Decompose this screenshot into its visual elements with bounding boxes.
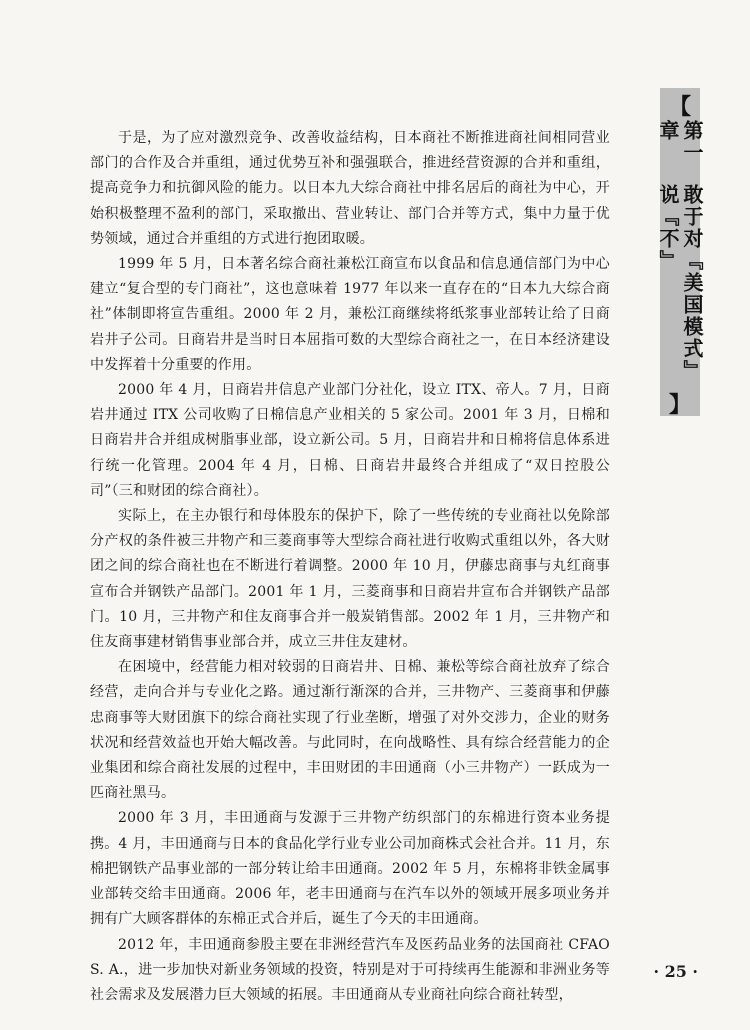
side-tab-close-bracket: 】 <box>668 392 691 418</box>
body-text <box>90 126 610 1008</box>
chapter-label: 第一章 <box>656 120 704 164</box>
paragraph: 2000 年 4 月，日商岩井信息产业部门分社化，设立 ITX、帝人。7 月，日商岩井通过 ITX 公司收购了日棉信息产业相关的 5 家公司。2001 年 3 月，日棉和日商岩井合并组成树脂事业部，设立新公司。5 月，日商岩井和日棉将信息体系进行统一化管理。2004 年 4 月，日棉、日商岩井最终合并组成了“双日控股公司”（三和财团的综合商社）。 <box>90 382 610 499</box>
page-number: · 25 · <box>653 962 698 981</box>
paragraph: 1999 年 5 月，日本著名综合商社兼松江商宣布以食品和信息通信部门为中心建立“复合型的专门商社”，这也意味着 1977 年以来一直存在的“日本九大综合商社”体制即将宣告重组。2000 年 2 月，兼松江商继续将纸浆事业部转让给了日商岩井子公司。日商岩井是当时日本屈指可数的大型综合商社之一，在日本经济建设中发挥着十分重要的作用。 <box>90 256 610 373</box>
paragraph: 于是，为了应对激烈竞争、改善收益结构，日本商社不断推进商社间相同营业部门的合作及合并重组，通过优势互补和强强联合，推进经营资源的合并和重组，提高竞争力和抗御风险的能力。以日本九大综合商社中排名居后的商社为中心，开始积极整理不盈利的部门，采取撤出、营业转让、部门合并等方式，集中力量于优势领域，通过合并重组的方式进行抱团取暖。 <box>90 130 610 247</box>
chapter-side-tab <box>656 88 704 418</box>
paragraph: 实际上，在主办银行和母体股东的保护下，除了一些传统的专业商社以免除部分产权的条件被三井物产和三菱商事等大型综合商社进行收购式重组以外，各大财团之间的综合商社也在不断进行着调整。2000 年 10 月，伊藤忠商事与丸红商事宣布合并钢铁产品部门。2001 年 1 月，三菱商事和日商岩井宣布合并钢铁产品部门。10 月，三井物产和住友商事合并一般炭销售部。2002 年 1 月，三井物产和住友商事建材销售事业部合并，成立三井住友建材。 <box>90 508 610 651</box>
side-tab-open-bracket: 【 <box>668 94 691 120</box>
paragraph: 在困境中，经营能力相对较弱的日商岩井、日棉、兼松等综合商社放弃了综合经营，走向合并与专业化之路。通过渐行渐深的合并，三井物产、三菱商事和伊藤忠商事等大财团旗下的综合商社实现了行业垄断，增强了对外交涉力，企业的财务状况和经营效益也开始大幅改善。与此同时，在向战略性、具有综合经营能力的企业集团和综合商社发展的过程中，丰田财团的丰田通商（小三井物产）一跃成为一匹商社黑马。 <box>90 659 610 802</box>
paragraph: 2012 年，丰田通商参股主要在非洲经营汽车及医药品业务的法国商社 CFAO S. A.，进一步加快对新业务领域的投资，特别是对于可持续再生能源和非洲业务等社会需求及发展潜力巨大领域的拓展。丰田通商从专业商社向综合商社转型， <box>90 936 610 1003</box>
chapter-title: 敢于对『美国模式』说『不』 <box>656 184 704 383</box>
paragraph: 2000 年 3 月，丰田通商与发源于三井物产纺织部门的东棉进行资本业务提携。4 月，丰田通商与日本的食品化学行业专业公司加商株式会社合并。11 月，东棉把钢铁产品事业部的一部分转让给丰田通商。2002 年 5 月，东棉将非铁金属事业部转交给丰田通商。2006 年，老丰田通商与在汽车以外的领域开展多项业务并拥有广大顾客群体的东棉正式合并后，诞生了今天的丰田通商。 <box>90 810 610 928</box>
